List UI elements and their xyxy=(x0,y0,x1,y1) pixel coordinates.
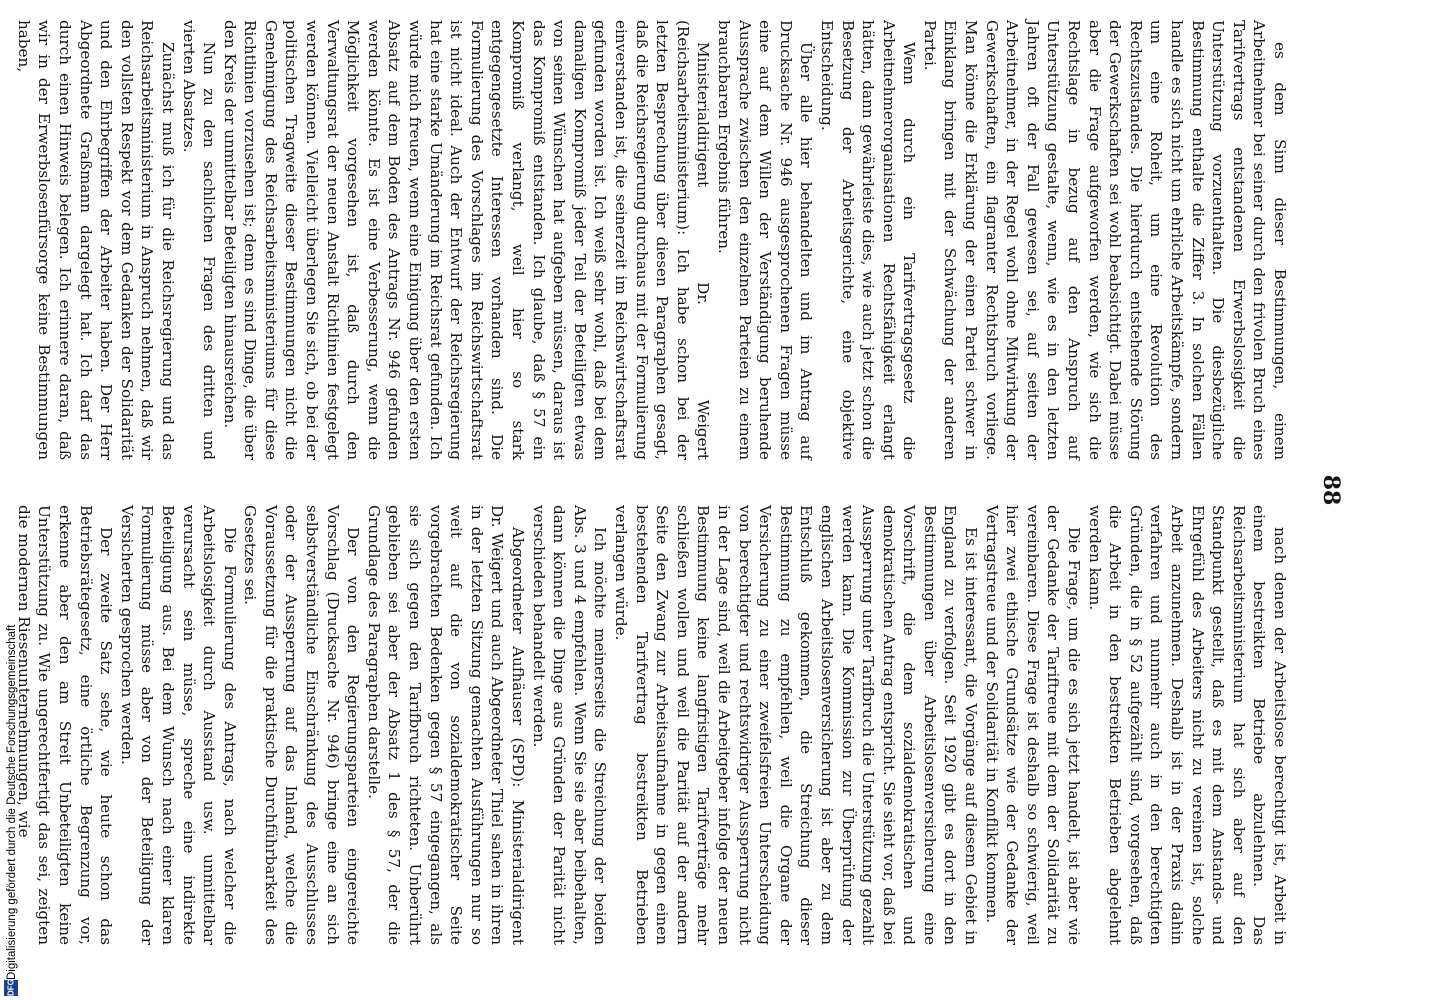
paragraph: Abgeordneter Aufhäuser (SPD): Ministerialdirigent Dr. Weigert und auch Abgeordneter Thiel sahen in ihren in der letzten Sitzung gemachten Ausführungen nur so weit auf die von sozialdemokratischer Seite vorgebrachten Bedenken gegen § 57 eingegangen, als sie sich gegen den Tarifbruch richteten. Unberührt geblieben sei aber der Absatz 1 des § 57, der die Grundlage des Paragraphen darstelle. xyxy=(364,505,528,945)
rotated-page-content xyxy=(14,20,1350,960)
paragraph: Es ist interessant, die Vorgänge auf diesem Gebiet in England zu verfolgen. Seit 1920 gibt es dort in den Bestimmungen über Arbeitslosenversicherung eine Vorschrift, die dem sozialdemokratischen und demokratischen Antrag entspricht. Sie sieht vor, daß bei Aussperrung unter Tarifbruch die Unterstützung gezahlt werden kann. Die Kommission zur Überprüfung der englischen Arbeitslosenversicherung ist aber zu dem Entschluß gekommen, die Streichung dieser Bestimmung zu empfehlen, weil die Organe der Versicherung zu einer zweifelsfreien Unterscheidung von berechtigter und rechtswidriger Aussperrung nicht in der Lage sind, weil die Arbeitgeber infolge der neuen Bestimmung keine langfristigen Tarifverträge mehr schließen wollen und weil die Parität auf der andern Seite den Zwang zur Arbeitsaufnahme in gegen einen bestehenden Tarifvertrag bestreikten Betrieben verlangen würde. xyxy=(612,505,981,945)
paragraph: nach denen der Arbeitslose berechtigt ist, Arbeit in einem bestreikten Betriebe abzulehnen. Das Reichsarbeitsministerium hat sich aber auf den Standpunkt gestellt, daß es mit dem Anstands- und Ehrgefühl des Arbeiters nicht zu vereinen ist, solche Arbeit anzunehmen. Deshalb ist in der Praxis dahin verfahren und nunmehr auch in den berechtigten Gründen, die in § 52 aufgezählt sind, vorgesehen, daß die Arbeit in den bestreikten Betrieben abgelehnt werden kann. xyxy=(1085,505,1289,945)
left-text-column xyxy=(14,20,1290,460)
right-text-column xyxy=(14,505,1290,945)
paragraph: es dem Sinn dieser Bestimmungen, einem Arbeitnehmer bei seiner durch den frivolen Bruch eines Tarifvertrags entstandenen Erwerbslosigkeit die Unterstützung vorzuenthalten. Die diesbezügliche Bestimmung enthalte die Ziffer 3. In solchen Fällen handle es sich nicht um ehrliche Arbeitskämpfe, sondern um eine Roheit, um eine Revolution des Rechtszustandes. Die hierdurch entstehende Störung der Gewerkschaften sei wohl beabsichtigt. Dabei müsse aber die Frage aufgeworfen werden, wie sich die Rechtslage in bezug auf den Anspruch auf Unterstützung gestalte, wenn, wie es in den letzten Jahren oft der Fall gewesen sei, auf seiten der Arbeitnehmer, in der Regel wohl ohne Mitwirkung der Gewerkschaften, ein flagranter Rechtsbruch vorliege. Man könne die Erklärung der einen Partei schwer in Einklang bringen mit der Schwächung der anderen Partei. xyxy=(920,20,1289,460)
paragraph: Die Frage, um die es sich jetzt handelt, ist aber wie der Gedanke der Tariftreue mit dem der Solidarität zu vereinbaren. Diese Frage ist deshalb so schwierig, weil hier zwei ethische Grundsätze wie der Gedanke der Vertragstreue und der Solidarität in Konflikt kommen. xyxy=(982,505,1084,945)
page-number: 88 xyxy=(1318,474,1344,506)
scanned-page xyxy=(14,20,1350,960)
footer-credit-text: Digitalisierung gefördert durch die Deutsche Forschungsgemeinschaft xyxy=(6,624,18,980)
paragraph: Über alle hier behandelten und im Antrag auf Drucksache Nr. 946 ausgesprochenen Fragen müsse eine auf dem Willen der Verständigung beruhende Aussprache zwischen den einzelnen Parteien zu einem brauchbaren Ergebnis führen. xyxy=(714,20,816,460)
paragraph: Wenn durch ein Tarifvertragsgesetz die Arbeitnehmerorganisationen Rechtsfähigkeit erlangt hätten, dann gewährleiste dies, wie auch jetzt schon die Besetzung der Arbeitsgerichte, eine objektive Entscheidung. xyxy=(817,20,919,460)
paragraph: Zunächst muß ich für die Reichsregierung und das Reichsarbeitsministerium in Anspruch nehmen, daß wir den vollsten Respekt vor dem Gedanken der Solidarität und den Ehrbegriffen der Arbeiter haben. Der Herr Abgeordnete Graßmann dargelegt hat. Ich darf das durch einen Hinweis belegen. Ich erinnere daran, daß wir in der Erwerbslosenfürsorge keine Bestimmungen haben, xyxy=(14,20,177,460)
paragraph: Ich möchte meinerseits die Streichung der beiden Abs. 3 und 4 empfehlen. Wenn Sie sie aber beibehalten, dann können die Dinge aus Gründen der Parität nicht verschieden behandelt werden. xyxy=(529,505,610,945)
paragraph: Der zweite Satz sehe, wie heute schon das Betriebsrätegesetz, eine örtliche Begrenzung vor, erkenne aber den am Streit Unbeteiligten keine Unterstützung zu. Wie ungerechtfertigt das sei, zeigten die modernen Riesenunternehmungen, wie xyxy=(14,505,116,945)
dfg-logo: DFG xyxy=(4,980,18,996)
paragraph: Der von den Regierungsparteien eingereichte Vorschlag (Drucksache Nr. 946) bringe eine an sich selbstverständliche Einschränkung des Ausschlusses oder der Aussperrung auf das Inland, welche die Voraussetzung für die praktische Durchführbarkeit des Gesetzes sei. xyxy=(241,505,363,945)
paragraph: Nun zu den sachlichen Fragen des dritten und vierten Absatzes. xyxy=(179,20,219,460)
paragraph: Ministerialdirigent Dr. Weigert (Reichsarbeitsministerium): Ich habe schon bei der letzten Besprechung über diesen Paragraphen gesagt, daß die Reichsregierung durchaus mit der Formulierung einverstanden ist, die seinerzeit im Reichswirtschaftsrat gefunden worden ist. Ich weiß sehr wohl, daß bei dem damaligen Kompromiß jeder Teil der Beteiligten etwas von seinen Wünschen hat aufgeben müssen, daraus ist das Kompromiß entstanden. Ich glaube, daß § 57 ein Kompromiß verlangt, weil hier so stark entgegengesetzte Interessen vorhanden sind. Die Formulierung des Vorschlages im Reichswirtschaftsrat ist nicht ideal. Auch der Entwurf der Reichsregierung hat eine starke Umänderung im Reichsrat gefunden. Ich würde mich freuen, wenn eine Einigung über den ersten Absatz auf dem Boden des Antrags Nr. 946 gefunden werden könnte. Es ist eine Verbesserung, wenn die Möglichkeit vorgesehen ist, daß durch den Verwaltungsrat der neuen Anstalt Richtlinien festgelegt werden können. Vielleicht überlegen Sie sich, ob bei der politischen Tragweite dieser Bestimmungen nicht die Genehmigung des Reichsarbeitsministeriums für diese Richtlinien vorzusehen ist; denn es sind Dinge, die über den Kreis der unmittelbar Beteiligten hinausreichen. xyxy=(220,20,713,460)
digitization-footer xyxy=(0,0,22,1000)
paragraph: Die Formulierung des Antrags, nach welcher die Arbeitslosigkeit durch Ausstand usw. unmittelbar verursacht sein müsse, spreche eine indirekte Beteiligung aus. Bei dem Wunsch nach einer klaren Formulierung müsse aber von der Beteiligung der Versicherten gesprochen werden. xyxy=(117,505,239,945)
